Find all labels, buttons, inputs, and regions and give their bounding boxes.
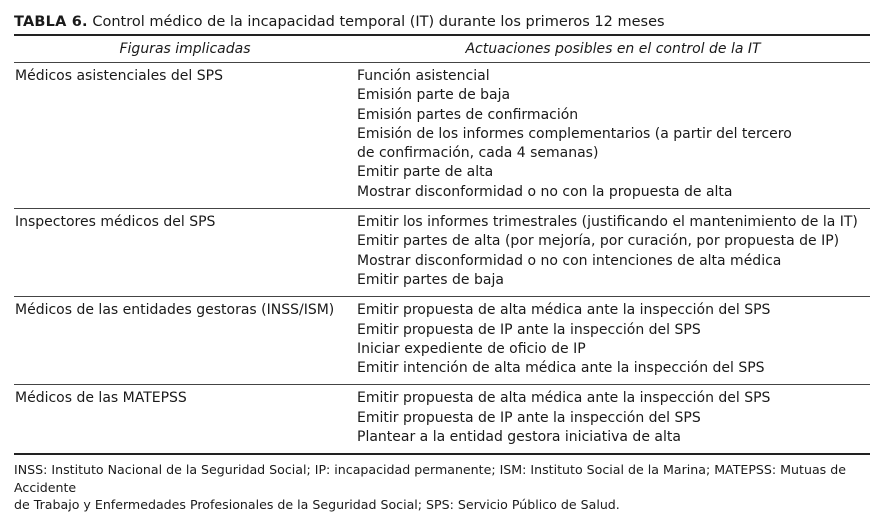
header-actions: Actuaciones posibles en el control de la IT (465, 41, 761, 57)
action-item: Emitir partes de baja (357, 271, 504, 288)
action-item: Iniciar expediente de oficio de IP (357, 340, 586, 357)
action-item: Mostrar disconformidad o no con intenciones de alta médica (357, 252, 782, 269)
table-row (14, 297, 870, 385)
table-caption (14, 10, 870, 34)
table-container (14, 10, 870, 514)
row-figure: Inspectores médicos del SPS (15, 214, 216, 231)
table-row (14, 385, 870, 455)
row-actions (357, 67, 870, 202)
action-item: Emitir parte de alta (357, 164, 494, 181)
action-item: Emitir partes de alta (por mejoría, por curación, por propuesta de IP) (357, 233, 840, 250)
table-footnote (14, 461, 870, 514)
table-row (14, 209, 870, 297)
footnote-line: de Trabajo y Enfermedades Profesionales de la Seguridad Social; SPS: Servicio Público de Salud. (14, 497, 620, 513)
table-header (14, 36, 870, 62)
action-item: Emitir propuesta de alta médica ante la inspección del SPS (357, 390, 771, 407)
action-item: Emisión de los informes complementarios (a partir del tercero (357, 125, 792, 142)
row-figure: Médicos de las entidades gestoras (INSS/ISM) (15, 302, 335, 319)
action-item: Emitir propuesta de IP ante la inspección del SPS (357, 321, 701, 338)
row-figure: Médicos de las MATEPSS (15, 390, 187, 407)
action-item: Emisión partes de confirmación (357, 106, 579, 123)
action-item: Emitir intención de alta médica ante la inspección del SPS (357, 360, 765, 377)
action-item-continuation: de confirmación, cada 4 semanas) (357, 145, 599, 162)
action-item: Plantear a la entidad gestora iniciativa de alta (357, 429, 681, 446)
table-label: TABLA 6. (14, 14, 88, 30)
action-item: Emitir los informes trimestrales (justificando el mantenimiento de la IT) (357, 214, 858, 231)
action-item: Mostrar disconformidad o no con la propuesta de alta (357, 183, 733, 200)
action-item: Emitir propuesta de IP ante la inspección del SPS (357, 409, 701, 426)
action-item: Función asistencial (357, 68, 490, 84)
table-title: Control médico de la incapacidad temporal (IT) durante los primeros 12 meses (92, 14, 665, 30)
action-item: Emisión parte de baja (357, 87, 511, 104)
action-item: Emitir propuesta de alta médica ante la inspección del SPS (357, 302, 771, 319)
footnote-line: INSS: Instituto Nacional de la Seguridad Social; IP: incapacidad permanente; ISM: Instituto Social de la Marina; MATEPSS: Mutuas de Accidente (14, 462, 846, 495)
row-actions (357, 213, 870, 290)
row-actions (357, 301, 870, 378)
row-figure: Médicos asistenciales del SPS (15, 68, 223, 84)
header-figures: Figuras implicadas (119, 41, 251, 57)
table-row (14, 63, 870, 209)
row-actions (357, 389, 870, 447)
